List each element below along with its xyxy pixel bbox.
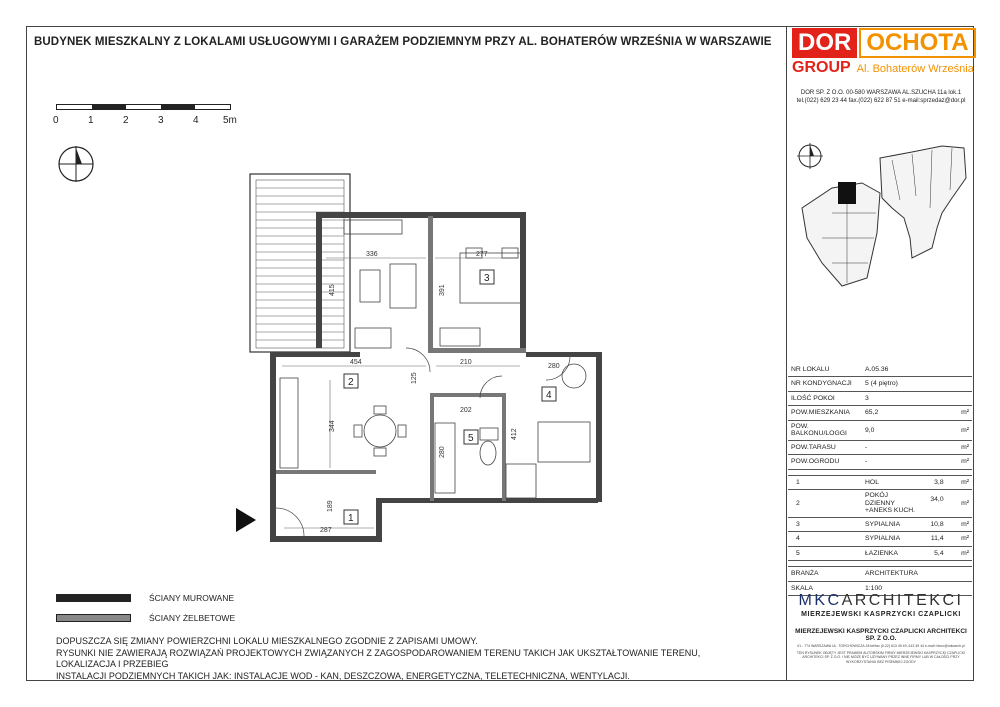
table-cell: m² (947, 455, 972, 470)
room-unit: m² (947, 475, 972, 490)
legend-murowane (56, 593, 235, 603)
table-cell: BRANŻA (788, 567, 862, 582)
svg-text:189: 189 (327, 500, 334, 512)
legend-swatch-zelbetowe (56, 614, 131, 622)
logo-ochota: OCHOTA (859, 28, 975, 58)
table-cell: m² (947, 440, 972, 455)
scale-label: 1 (88, 115, 94, 126)
svg-text:125: 125 (411, 372, 418, 384)
table-cell: ILOŚĆ POKOI (788, 391, 862, 406)
table-row (788, 567, 972, 582)
svg-text:415: 415 (329, 284, 336, 296)
note-line: INSTALACJI PODZIEMNYCH TAKICH JAK: INSTALACJE WOD - KAN, DESZCZOWA, ENERGETYCZNA, TELETECHNICZNA, WENTYLACJI. (56, 670, 630, 681)
room-name: HOL 3,8 (862, 475, 947, 490)
scale-label: 2 (123, 115, 129, 126)
room-row (788, 475, 972, 490)
logo-group: GROUP (792, 59, 851, 76)
room-row (788, 532, 972, 547)
table-row (788, 377, 972, 392)
table-cell: 1:100 (862, 581, 972, 596)
scale-label: 5m (223, 115, 237, 126)
scale-bar-graphic (56, 104, 231, 110)
table-cell: POW. BALKONU/LOGGI (788, 420, 862, 440)
room-unit: m² (947, 490, 972, 518)
room-no: 4 (788, 532, 862, 547)
table-cell: ARCHITEKTURA (862, 567, 972, 582)
table-row (788, 440, 972, 455)
mkc-copyright: TEN RYSUNEK OBJĘTY JEST PRAWEM AUTORSKIM FIRMY MIERZEJEWSKI KASPRZYCKI CZAPLICKI ARCHITEKCI SP. Z O.O. I NIE MOŻE BYĆ UŻYWANY PRZEZ INNE FIRMY LUB W CAŁOŚCI PRZY WYKORZYSTANIU BEZ PISEMNEJ ZGODY (796, 650, 966, 664)
entrance-arrow-icon (236, 508, 256, 532)
table-cell: POW.TARASU (788, 440, 862, 455)
table-cell: SKALA (788, 581, 862, 596)
mkc-company: MIERZEJEWSKI KASPRZYCKI CZAPLICKI ARCHITEKCI SP. Z O.O. (795, 628, 967, 642)
table-cell: NR LOKALU (788, 362, 862, 377)
company-info (792, 90, 970, 105)
room-number-5: 5 (468, 433, 474, 444)
room-unit: m² (947, 546, 972, 561)
svg-text:391: 391 (439, 284, 446, 296)
floor-plan (230, 168, 610, 548)
table-row (788, 406, 972, 421)
notes (56, 636, 756, 682)
svg-text:454: 454 (350, 359, 362, 366)
svg-text:280: 280 (548, 363, 560, 370)
north-arrow-icon (56, 144, 96, 184)
table-cell: NR KONDYGNACJI (788, 377, 862, 392)
company-contact: tel.(022) 629 23 44 fax.(022) 622 87 51 e-mail:sprzedaz@dor.pl (796, 97, 966, 104)
room-name: SYPIALNIA 11,4 (862, 532, 947, 547)
logo-street: Al. Bohaterów Września (856, 63, 974, 75)
table-cell: m² (947, 420, 972, 440)
note-line: DOPUSZCZA SIĘ ZMIANY POWIERZCHNI LOKALU MIESZKALNEGO ZGODNIE Z ZAPISAMI UMOWY. (56, 636, 478, 646)
mkc-logo: MKCARCHITEKCI (798, 592, 964, 609)
table-cell: POW.OGRODU (788, 455, 862, 470)
scale-label: 0 (53, 115, 59, 126)
table-cell: 9,0 (862, 420, 947, 440)
svg-text:210: 210 (460, 359, 472, 366)
company-address: DOR SP. Z O.O. 00-580 WARSZAWA AL.SZUCHA 11a lok.1 (800, 90, 962, 96)
room-row (788, 490, 972, 518)
room-number-3: 3 (484, 273, 490, 284)
scale-bar (53, 104, 241, 127)
room-name: ŁAZIENKA 5,4 (862, 546, 947, 561)
room-no: 1 (788, 475, 862, 490)
table-cell: 3 (862, 391, 947, 406)
walls (270, 212, 602, 542)
svg-text:277: 277 (476, 251, 488, 258)
legend-zelbetowe (56, 613, 235, 623)
room-number-1: 1 (348, 513, 354, 524)
table-cell: POW.MIESZKANIA (788, 406, 862, 421)
room-name: POKÓJ DZIENNY +ANEKS KUCH. 34,0 (862, 490, 947, 518)
table-row (788, 455, 972, 470)
svg-text:280: 280 (439, 446, 446, 458)
apartment-info-table (788, 362, 972, 596)
key-plan-compass-icon (797, 143, 823, 169)
dor-ochota-logo (792, 28, 976, 77)
note-line: RYSUNKI NIE ZAWIERAJĄ ROZWIĄZAŃ PROJEKTOWYCH ZWIĄZANYCH Z ZAGOSPODAROWANIEM TERENU TAKICH JAK UKSZTAŁTOWANIE TERENU, LOKALIZACJA I PRZEBIEG (56, 647, 701, 669)
table-row (788, 391, 972, 406)
svg-text:287: 287 (320, 527, 332, 534)
room-number-4: 4 (546, 390, 552, 401)
mkc-subtitle: MIERZEJEWSKI KASPRZYCKI CZAPLICKI (801, 611, 961, 618)
mkc-address: 01 - 774 WARSZAWA UL. TORCHOWICZA 18 tel/fax (0-22) 613 49 49, 613 49 44 e-mail: biuro@mkcarch.pl (797, 644, 965, 648)
legend-label: ŚCIANY ŻELBETOWE (149, 613, 236, 623)
room-row (788, 546, 972, 561)
key-plan (792, 138, 970, 288)
logo-dor: DOR (792, 28, 857, 58)
balcony (250, 174, 350, 352)
table-cell: 5 (4 piętro) (862, 377, 947, 392)
room-no: 2 (788, 490, 862, 518)
svg-text:202: 202 (460, 407, 472, 414)
scale-labels (53, 115, 241, 127)
table-cell (947, 391, 972, 406)
room-row (788, 517, 972, 532)
room-unit: m² (947, 517, 972, 532)
scale-label: 4 (193, 115, 199, 126)
table-cell: - (862, 440, 947, 455)
table-row (788, 420, 972, 440)
table-cell (947, 362, 972, 377)
legend-swatch-murowane (56, 594, 131, 602)
svg-text:344: 344 (329, 420, 336, 432)
table-cell: - (862, 455, 947, 470)
room-no: 5 (788, 546, 862, 561)
room-name: SYPIALNIA 10,8 (862, 517, 947, 532)
room-no: 3 (788, 517, 862, 532)
legend-label: ŚCIANY MUROWANE (149, 593, 235, 603)
room-number-2: 2 (348, 377, 354, 388)
page-title: BUDYNEK MIESZKALNY Z LOKALAMI USŁUGOWYMI I GARAŻEM PODZIEMNYM PRZY AL. BOHATERÓW WRZEŚNIA W WARSZAWIE (34, 36, 772, 48)
table-cell: 65,2 (862, 406, 947, 421)
table-row (788, 362, 972, 377)
svg-text:412: 412 (511, 428, 518, 440)
table-cell: m² (947, 406, 972, 421)
table-cell (947, 377, 972, 392)
wall-legend (56, 593, 235, 633)
room-unit: m² (947, 532, 972, 547)
key-plan-highlight (838, 182, 856, 204)
table-cell: A.05.36 (862, 362, 947, 377)
svg-text:336: 336 (366, 251, 378, 258)
column-divider (786, 26, 787, 681)
architect-block (790, 592, 972, 664)
scale-label: 3 (158, 115, 164, 126)
